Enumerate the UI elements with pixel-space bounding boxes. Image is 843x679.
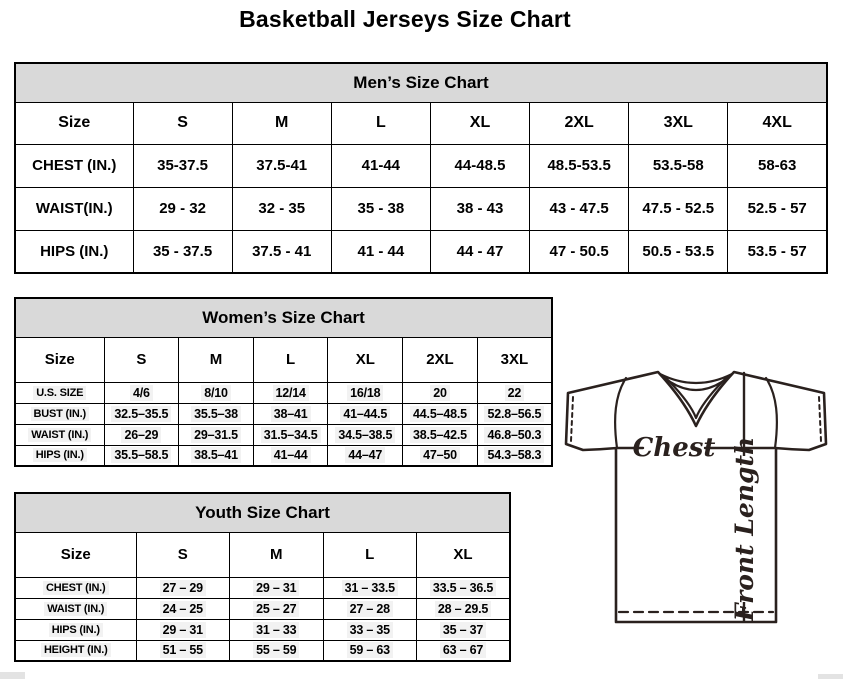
size-value-cell: 29–31.5 [179,424,254,445]
table-row [15,382,552,403]
row-label: WAIST(IN.) [15,187,133,230]
table-row [15,144,827,187]
table-title-band: Women’s Size Chart [15,298,552,337]
size-value-cell: 24 – 25 [136,598,230,619]
column-header: XL [328,337,403,382]
table-row [15,403,552,424]
column-header: L [253,337,328,382]
table-title-band: Youth Size Chart [15,493,510,532]
size-value-cell: 33.5 – 36.5 [417,577,511,598]
size-value-cell: 46.8–50.3 [477,424,552,445]
size-value-cell: 41-44 [331,144,430,187]
table-row [15,598,510,619]
column-header: M [179,337,254,382]
column-header: 2XL [403,337,478,382]
size-value-cell: 52.5 - 57 [728,187,827,230]
right-armhole-seam [766,378,777,448]
cropped-ui-fragment-right [818,674,843,679]
row-label: HIPS (IN.) [15,230,133,273]
column-header: M [232,102,331,144]
row-label: CHEST (IN.) [15,144,133,187]
size-value-cell: 47 - 50.5 [530,230,629,273]
size-value-cell: 33 – 35 [323,619,417,640]
size-value-cell: 53.5-58 [629,144,728,187]
size-value-cell: 31 – 33.5 [323,577,417,598]
size-value-cell: 53.5 - 57 [728,230,827,273]
column-header: Size [15,532,136,577]
row-label: CHEST (IN.) [15,577,136,598]
size-value-cell: 37.5-41 [232,144,331,187]
size-value-cell: 29 - 32 [133,187,232,230]
womens-size-table [14,297,553,467]
page-title: Basketball Jerseys Size Chart [239,6,571,32]
size-value-cell: 38.5–41 [179,445,254,466]
column-header: Size [15,102,133,144]
column-header: 4XL [728,102,827,144]
size-value-cell: 48.5-53.5 [530,144,629,187]
size-value-cell: 25 – 27 [230,598,324,619]
size-value-cell: 43 - 47.5 [530,187,629,230]
left-armhole-seam [615,378,626,448]
size-value-cell: 27 – 29 [136,577,230,598]
size-value-cell: 58-63 [728,144,827,187]
row-label: WAIST (IN.) [15,424,104,445]
size-value-cell: 41–44.5 [328,403,403,424]
size-value-cell: 32.5–35.5 [104,403,179,424]
table-title-band: Men’s Size Chart [15,63,827,102]
table-row [15,445,552,466]
size-value-cell: 4/6 [104,382,179,403]
size-value-cell: 35.5–38 [179,403,254,424]
table-row [15,640,510,661]
size-value-cell: 54.3–58.3 [477,445,552,466]
size-value-cell: 38–41 [253,403,328,424]
size-value-cell: 29 – 31 [136,619,230,640]
row-label: BUST (IN.) [15,403,104,424]
size-value-cell: 52.8–56.5 [477,403,552,424]
row-label: WAIST (IN.) [15,598,136,619]
table-row [15,577,510,598]
size-value-cell: 38.5–42.5 [403,424,478,445]
row-label: U.S. SIZE [15,382,104,403]
size-value-cell: 63 – 67 [417,640,511,661]
row-label: HIPS (IN.) [15,445,104,466]
column-header: XL [417,532,511,577]
size-value-cell: 31.5–34.5 [253,424,328,445]
size-value-cell: 28 – 29.5 [417,598,511,619]
jersey-measurement-diagram [556,360,837,628]
jersey-outline [566,372,826,622]
row-label: HIPS (IN.) [15,619,136,640]
cropped-ui-fragment-left [0,672,25,679]
column-header: 3XL [629,102,728,144]
size-value-cell: 44-48.5 [430,144,529,187]
mens-size-table [14,62,828,274]
size-value-cell: 41 - 44 [331,230,430,273]
front-length-label: Front Length [730,436,759,622]
left-cuff-dashed-line [571,397,573,441]
size-value-cell: 16/18 [328,382,403,403]
size-value-cell: 26–29 [104,424,179,445]
size-value-cell: 51 – 55 [136,640,230,661]
size-value-cell: 29 – 31 [230,577,324,598]
size-value-cell: 32 - 35 [232,187,331,230]
size-value-cell: 8/10 [179,382,254,403]
column-header: L [331,102,430,144]
column-header: 2XL [530,102,629,144]
column-header: S [104,337,179,382]
size-value-cell: 47–50 [403,445,478,466]
size-value-cell: 41–44 [253,445,328,466]
row-label: HEIGHT (IN.) [15,640,136,661]
table-row [15,619,510,640]
column-header: XL [430,102,529,144]
youth-size-table [14,492,511,662]
size-value-cell: 35 - 38 [331,187,430,230]
column-header: M [230,532,324,577]
size-value-cell: 12/14 [253,382,328,403]
size-value-cell: 59 – 63 [323,640,417,661]
size-value-cell: 34.5–38.5 [328,424,403,445]
column-header: S [136,532,230,577]
size-value-cell: 27 – 28 [323,598,417,619]
size-value-cell: 38 - 43 [430,187,529,230]
right-cuff-dashed-line [819,397,821,441]
size-value-cell: 22 [477,382,552,403]
size-value-cell: 47.5 - 52.5 [629,187,728,230]
chest-label: Chest [632,433,716,463]
column-header: 3XL [477,337,552,382]
size-value-cell: 35.5–58.5 [104,445,179,466]
size-value-cell: 37.5 - 41 [232,230,331,273]
column-header: Size [15,337,104,382]
size-value-cell: 31 – 33 [230,619,324,640]
size-value-cell: 35 - 37.5 [133,230,232,273]
size-value-cell: 20 [403,382,478,403]
table-row [15,424,552,445]
size-value-cell: 55 – 59 [230,640,324,661]
size-value-cell: 44–47 [328,445,403,466]
size-value-cell: 35-37.5 [133,144,232,187]
size-value-cell: 44 - 47 [430,230,529,273]
size-value-cell: 44.5–48.5 [403,403,478,424]
size-value-cell: 35 – 37 [417,619,511,640]
table-row [15,230,827,273]
column-header: L [323,532,417,577]
column-header: S [133,102,232,144]
size-value-cell: 50.5 - 53.5 [629,230,728,273]
table-row [15,187,827,230]
